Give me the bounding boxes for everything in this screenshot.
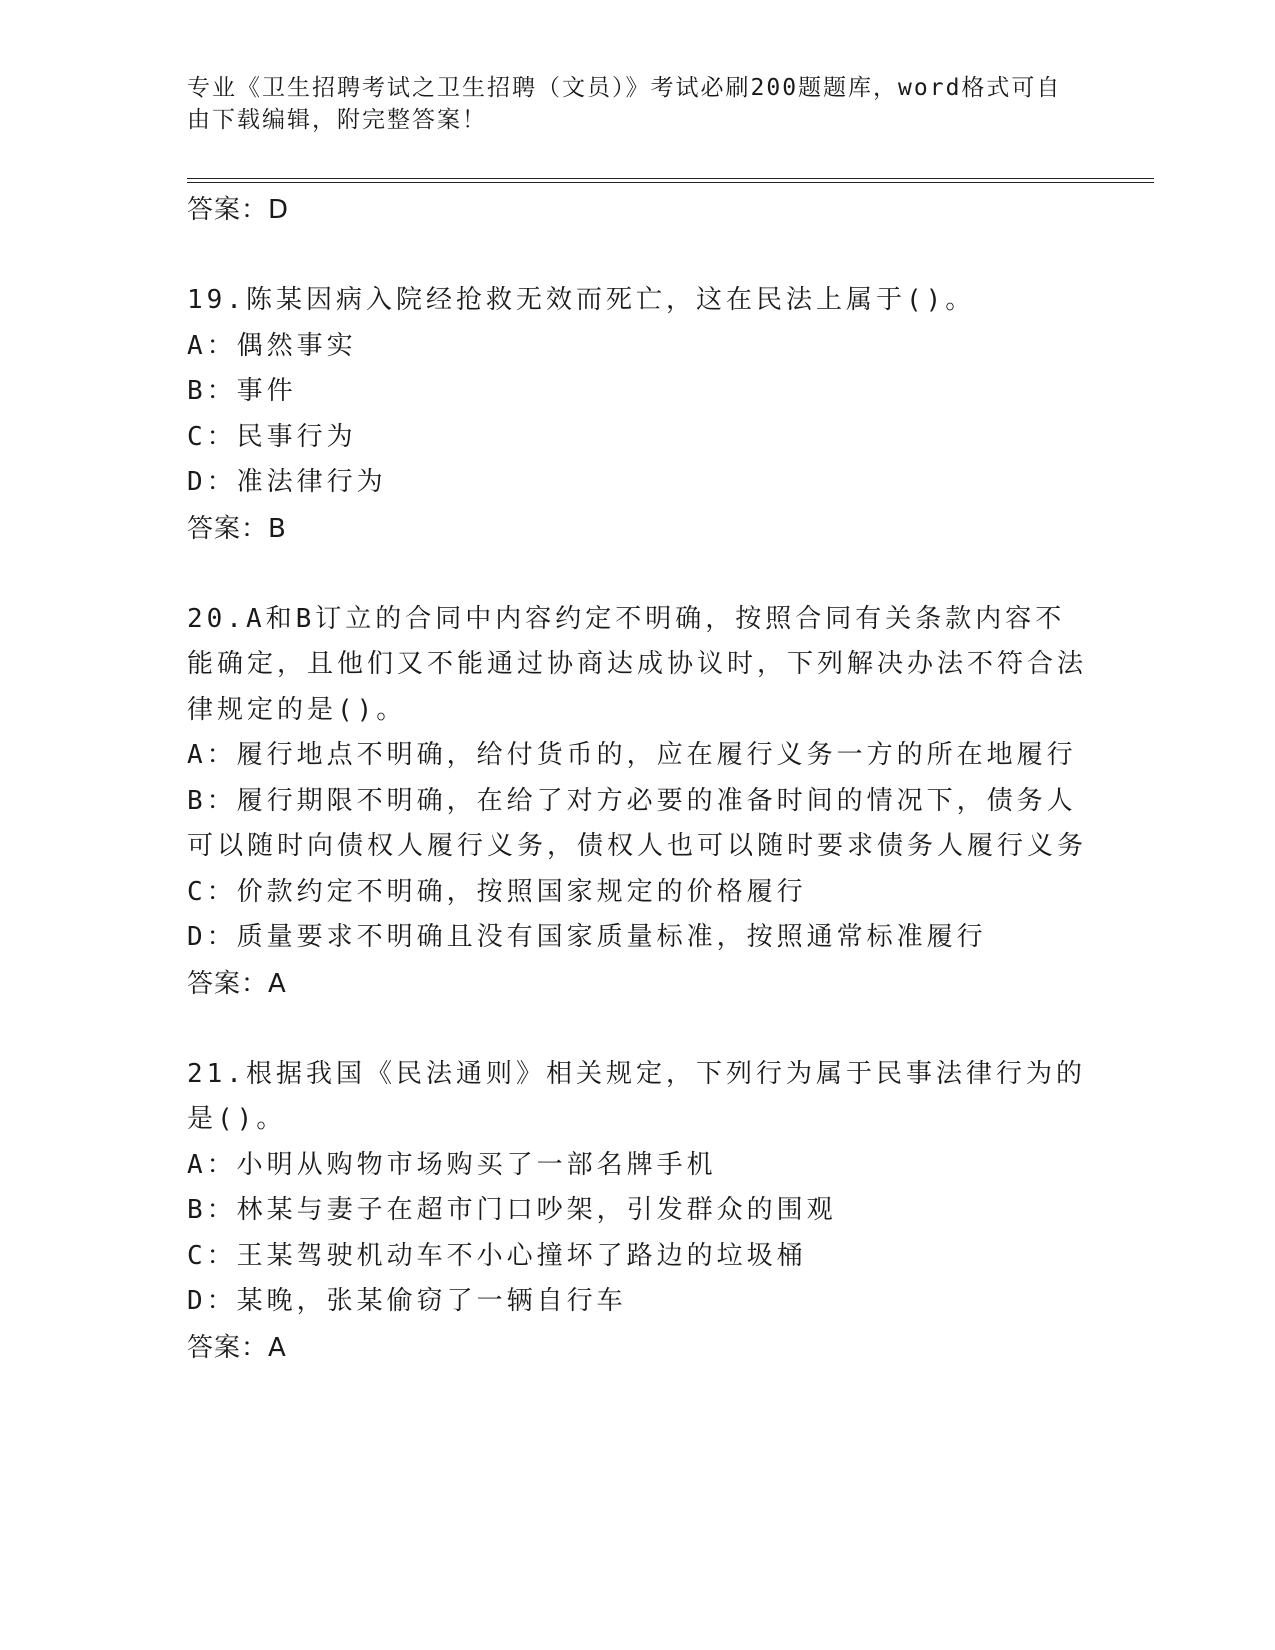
option-d: D：准法律行为 <box>187 467 387 497</box>
option-b: B：事件 <box>187 376 297 406</box>
header-divider-top <box>187 178 1154 179</box>
question-text: 19.陈某因病入院经抢救无效而死亡，这在民法上属于()。 <box>187 285 976 315</box>
option-a: A：履行地点不明确，给付货币的，应在履行义务一方的所在地履行 <box>187 740 1077 770</box>
question-item <box>187 1052 1087 1371</box>
question-text: 21.根据我国《民法通则》相关规定，下列行为属于民事法律行为的是()。 <box>187 1058 1086 1134</box>
answer-line: 答案：D <box>187 195 290 225</box>
option-c: C：王某驾驶机动车不小心撞坏了路边的垃圾桶 <box>187 1240 807 1271</box>
option-a: A：小明从购物市场购买了一部名牌手机 <box>187 1149 717 1180</box>
question-text: 20.A和B订立的合同中内容约定不明确，按照合同有关条款内容不能确定，且他们又不能通过协商达成协议时，下列解决办法不符合法律规定的是()。 <box>187 603 1088 725</box>
option-c: C：价款约定不明确，按照国家规定的价格履行 <box>187 876 807 907</box>
header-divider-bottom <box>187 182 1154 183</box>
option-a: A：偶然事实 <box>187 330 357 361</box>
question-list <box>187 187 1087 1371</box>
question-item <box>187 597 1087 1007</box>
option-b: B：林某与妻子在超市门口吵架，引发群众的围观 <box>187 1195 837 1225</box>
answer-line: 答案：B <box>187 513 287 544</box>
question-item <box>187 278 1087 552</box>
document-header: 专业《卫生招聘考试之卫生招聘（文员）》考试必刷200题题库，word格式可自由下载编辑，附完整答案！ <box>187 75 1062 133</box>
option-c: C：民事行为 <box>187 421 357 452</box>
option-d: D：质量要求不明确且没有国家质量标准，按照通常标准履行 <box>187 922 987 952</box>
answer-line: 答案：A <box>187 1332 287 1363</box>
answer-line: 答案：A <box>187 968 287 999</box>
option-b: B：履行期限不明确，在给了对方必要的准备时间的情况下，债务人可以随时向债权人履行义务，债权人也可以随时要求债务人履行义务 <box>187 785 1088 861</box>
option-d: D：某晚，张某偷窃了一辆自行车 <box>187 1286 627 1316</box>
